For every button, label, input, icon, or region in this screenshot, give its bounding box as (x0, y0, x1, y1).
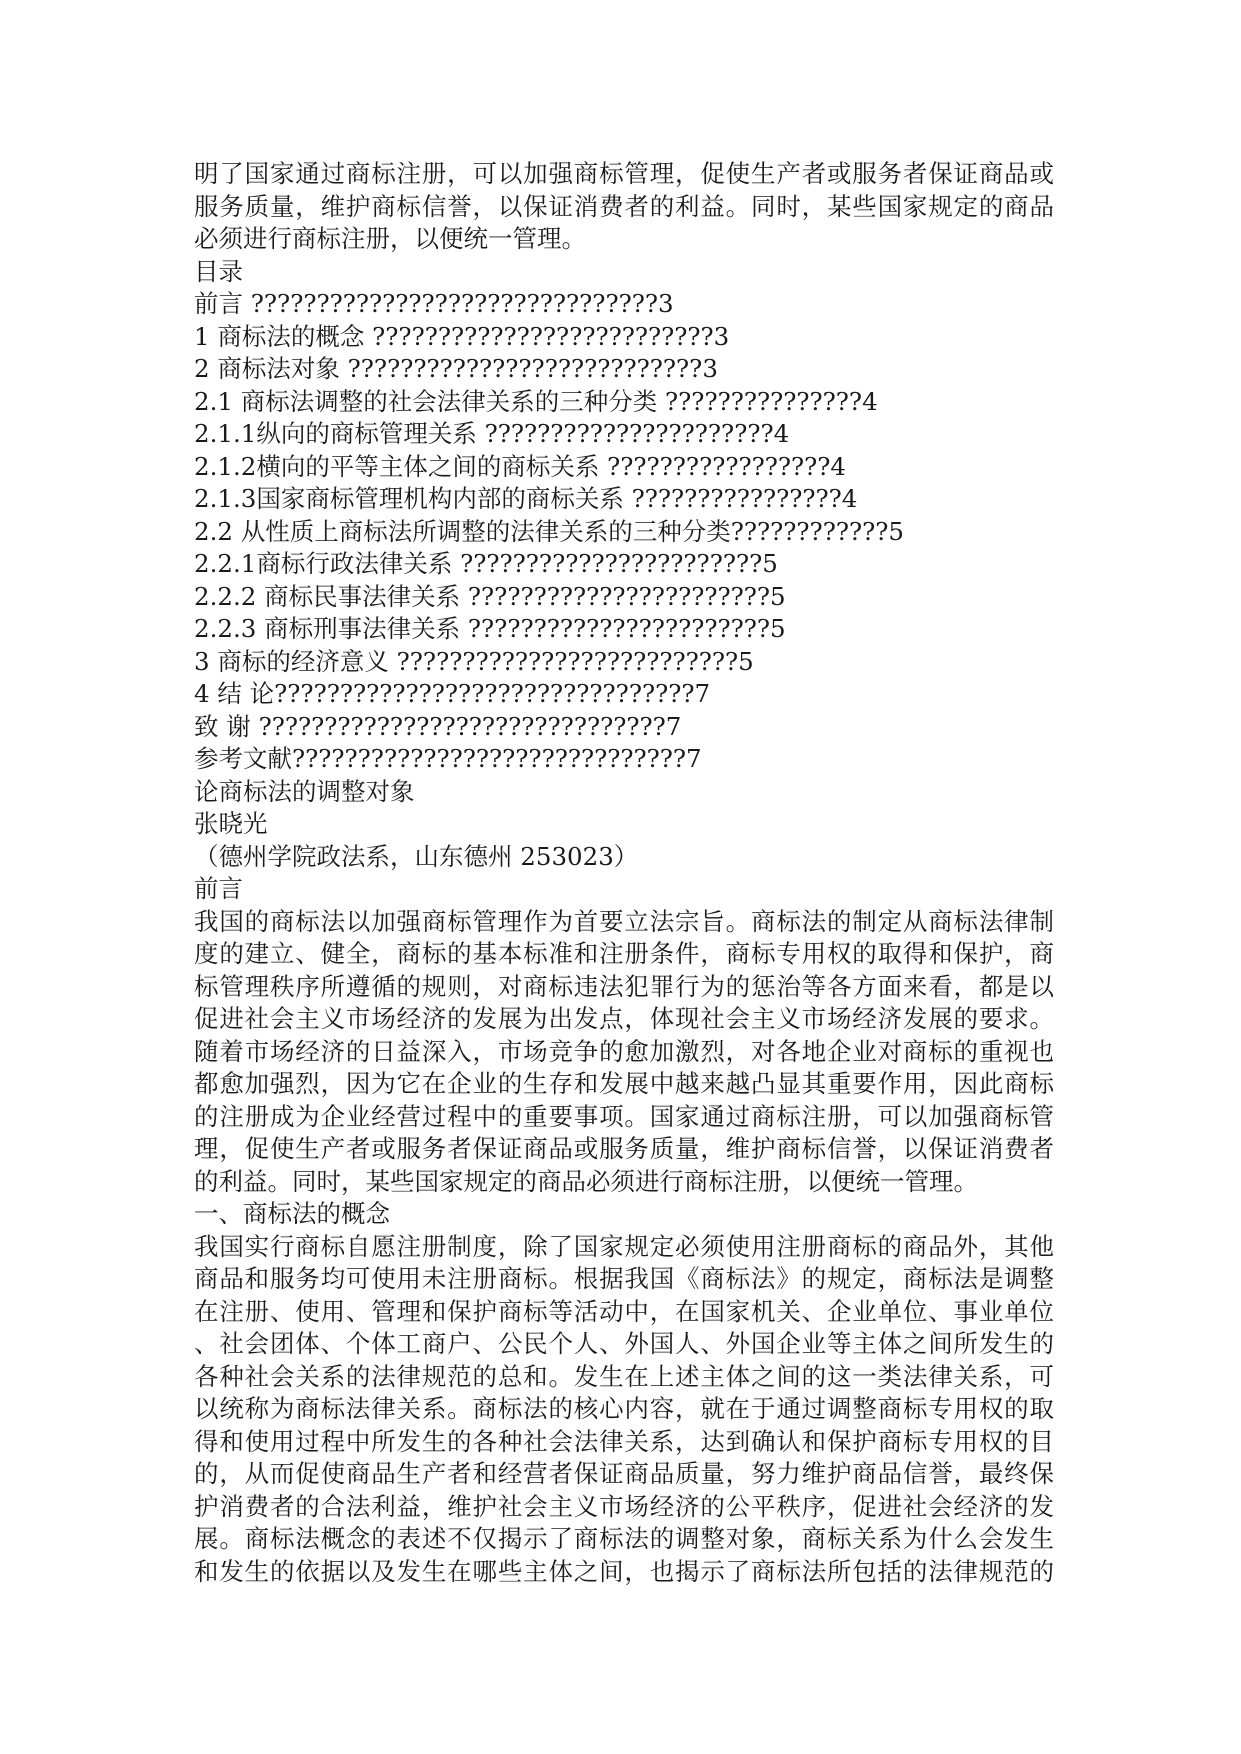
article-affiliation: （德州学院政法系，山东德州 253023） (194, 841, 639, 871)
section-concept (194, 1198, 1054, 1588)
text-line: 得和使用过程中所发生的各种社会法律关系，达到确认和保护商标专用权的目 (194, 1426, 1054, 1456)
toc-entry: 2.1.2横向的平等主体之间的商标关系 ?????????????????4 (194, 451, 847, 481)
article-author: 张晓光 (194, 809, 268, 838)
text-line: 服务质量，维护商标信誉，以保证消费者的利益。同时，某些国家规定的商品 (194, 191, 1054, 221)
text-line: 和发生的依据以及发生在哪些主体之间，也揭示了商标法所包括的法律规范的 (194, 1556, 1054, 1586)
text-line: 展。商标法概念的表述不仅揭示了商标法的调整对象，商标关系为什么会发生 (194, 1524, 1054, 1553)
toc-entry: 2.2 从性质上商标法所调整的法律关系的三种分类????????????5 (194, 516, 904, 546)
text-line: 的利益。同时，某些国家规定的商品必须进行商标注册，以便统一管理。 (194, 1166, 978, 1196)
text-line: 我国的商标法以加强商标管理作为首要立法宗旨。商标法的制定从商标法律制 (194, 906, 1054, 936)
text-line: 、社会团体、个体工商户、公民个人、外国人、外国企业等主体之间所发生的 (194, 1329, 1054, 1358)
toc-entry: 2.1.1纵向的商标管理关系 ??????????????????????4 (194, 419, 790, 448)
toc-entry: 4 结 论????????????????????????????????7 (194, 679, 711, 708)
toc-entry: 2.2.3 商标刑事法律关系 ???????????????????????5 (194, 614, 786, 643)
text-line: 护消费者的合法利益，维护社会主义市场经济的公平秩序，促进社会经济的发 (194, 1491, 1054, 1521)
toc-entry: 2.2.2 商标民事法律关系 ???????????????????????5 (194, 581, 786, 611)
text-line: 商品和服务均可使用未注册商标。根据我国《商标法》的规定，商标法是调整 (194, 1264, 1054, 1293)
document-page (194, 158, 1054, 1588)
table-of-contents (194, 256, 1054, 776)
intro-paragraph (194, 158, 1054, 256)
text-line: 各种社会关系的法律规范的总和。发生在上述主体之间的这一类法律关系，可 (194, 1361, 1054, 1391)
text-line: 在注册、使用、管理和保护商标等活动中，在国家机关、企业单位、事业单位 (194, 1296, 1054, 1326)
text-line: 都愈加强烈，因为它在企业的生存和发展中越来越凸显其重要作用，因此商标 (194, 1069, 1054, 1098)
text-line: 明了国家通过商标注册，可以加强商标管理，促使生产者或服务者保证商品或 (194, 159, 1054, 188)
text-line: 我国实行商标自愿注册制度，除了国家规定必须使用注册商标的商品外，其他 (194, 1231, 1054, 1261)
text-line: 的，从而促使商品生产者和经营者保证商品质量，努力维护商品信誉，最终保 (194, 1459, 1054, 1488)
toc-entry: 2.1.3国家商标管理机构内部的商标关系 ????????????????4 (194, 484, 858, 513)
section-heading: 一、商标法的概念 (194, 1199, 390, 1228)
toc-entry: 2.1 商标法调整的社会法律关系的三种分类 ???????????????4 (194, 386, 878, 416)
section-heading: 前言 (194, 874, 243, 903)
toc-entry: 参考文献??????????????????????????????7 (194, 744, 702, 773)
text-line: 以统称为商标法律关系。商标法的核心内容，就在于通过调整商标专用权的取 (194, 1394, 1054, 1423)
toc-entry: 2.2.1商标行政法律关系 ???????????????????????5 (194, 549, 778, 578)
toc-heading: 目录 (194, 256, 243, 286)
toc-entry: 1 商标法的概念 ??????????????????????????3 (194, 321, 730, 351)
preface-section (194, 873, 1054, 1198)
toc-entry: 前言 ???????????????????????????????3 (194, 289, 674, 318)
text-line: 标管理秩序所遵循的规则，对商标违法犯罪行为的惩治等各方面来看，都是以 (194, 971, 1054, 1001)
text-line: 度的建立、健全，商标的基本标准和注册条件，商标专用权的取得和保护，商 (194, 939, 1054, 968)
toc-entry: 致 谢 ???????????????????????????????7 (194, 711, 682, 741)
toc-entry: 2 商标法对象 ???????????????????????????3 (194, 354, 718, 383)
article-header (194, 776, 1054, 874)
text-line: 促进社会主义市场经济的发展为出发点，体现社会主义市场经济发展的要求。 (194, 1004, 1054, 1033)
text-line: 理，促使生产者或服务者保证商品或服务质量，维护商标信誉，以保证消费者 (194, 1134, 1054, 1163)
toc-entry: 3 商标的经济意义 ??????????????????????????5 (194, 646, 754, 676)
article-title: 论商标法的调整对象 (194, 776, 415, 806)
text-line: 必须进行商标注册，以便统一管理。 (194, 224, 586, 253)
text-line: 的注册成为企业经营过程中的重要事项。国家通过商标注册，可以加强商标管 (194, 1101, 1054, 1131)
text-line: 随着市场经济的日益深入，市场竞争的愈加激烈，对各地企业对商标的重视也 (194, 1036, 1054, 1066)
